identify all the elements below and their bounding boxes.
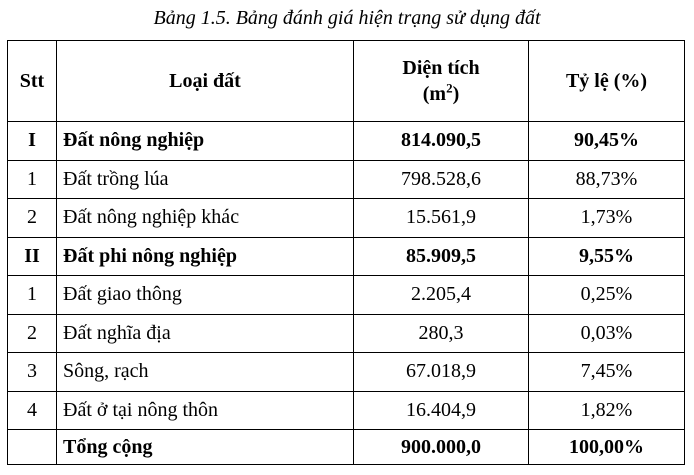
cell-ratio: 0,03% [529, 314, 685, 353]
table-total-row [8, 430, 685, 465]
table-row [8, 276, 685, 315]
table-header-row [8, 41, 685, 122]
cell-stt: I [8, 122, 57, 161]
cell-ratio: 7,45% [529, 353, 685, 392]
table-row [8, 353, 685, 392]
table-row [8, 237, 685, 276]
cell-land-type: Sông, rạch [57, 353, 354, 392]
cell-area: 798.528,6 [354, 160, 529, 199]
cell-stt: 2 [8, 314, 57, 353]
table-row [8, 160, 685, 199]
cell-area: 16.404,9 [354, 391, 529, 430]
table-caption: Bảng 1.5. Bảng đánh giá hiện trạng sử dụng đất [153, 7, 541, 29]
cell-land-type: Đất trồng lúa [57, 160, 354, 199]
cell-stt [8, 430, 57, 465]
cell-area: 85.909,5 [354, 237, 529, 276]
table-row [8, 314, 685, 353]
cell-ratio: 0,25% [529, 276, 685, 315]
cell-area: 2.205,4 [354, 276, 529, 315]
table-row [8, 122, 685, 161]
header-area [354, 41, 529, 122]
cell-stt: 2 [8, 199, 57, 238]
cell-land-type: Đất phi nông nghiệp [57, 237, 354, 276]
area-unit-superscript: 2 [446, 80, 453, 96]
area-unit-close: ) [452, 83, 460, 105]
cell-land-type: Đất ở tại nông thôn [57, 391, 354, 430]
cell-stt: 1 [8, 160, 57, 199]
cell-area: 814.090,5 [354, 122, 529, 161]
header-land-type: Loại đất [57, 41, 354, 122]
cell-ratio: 1,73% [529, 199, 685, 238]
cell-ratio: 1,82% [529, 391, 685, 430]
header-ratio: Tỷ lệ (%) [529, 41, 685, 122]
header-area-label: Diện tích [402, 57, 480, 79]
table-row [8, 199, 685, 238]
cell-land-type: Đất giao thông [57, 276, 354, 315]
cell-area: 67.018,9 [354, 353, 529, 392]
area-unit-base: (m [422, 83, 447, 105]
cell-ratio: 100,00% [529, 430, 685, 465]
cell-land-type: Tổng cộng [57, 430, 354, 465]
cell-ratio: 9,55% [529, 237, 685, 276]
cell-stt: 3 [8, 353, 57, 392]
cell-area: 15.561,9 [354, 199, 529, 238]
table-row [8, 391, 685, 430]
header-area-unit [360, 81, 522, 107]
cell-stt: 1 [8, 276, 57, 315]
cell-ratio: 88,73% [529, 160, 685, 199]
cell-land-type: Đất nghĩa địa [57, 314, 354, 353]
cell-stt: II [8, 237, 57, 276]
cell-ratio: 90,45% [529, 122, 685, 161]
cell-area: 280,3 [354, 314, 529, 353]
cell-land-type: Đất nông nghiệp [57, 122, 354, 161]
land-use-table [7, 40, 685, 465]
cell-area: 900.000,0 [354, 430, 529, 465]
cell-stt: 4 [8, 391, 57, 430]
cell-land-type: Đất nông nghiệp khác [57, 199, 354, 238]
header-stt: Stt [8, 41, 57, 122]
